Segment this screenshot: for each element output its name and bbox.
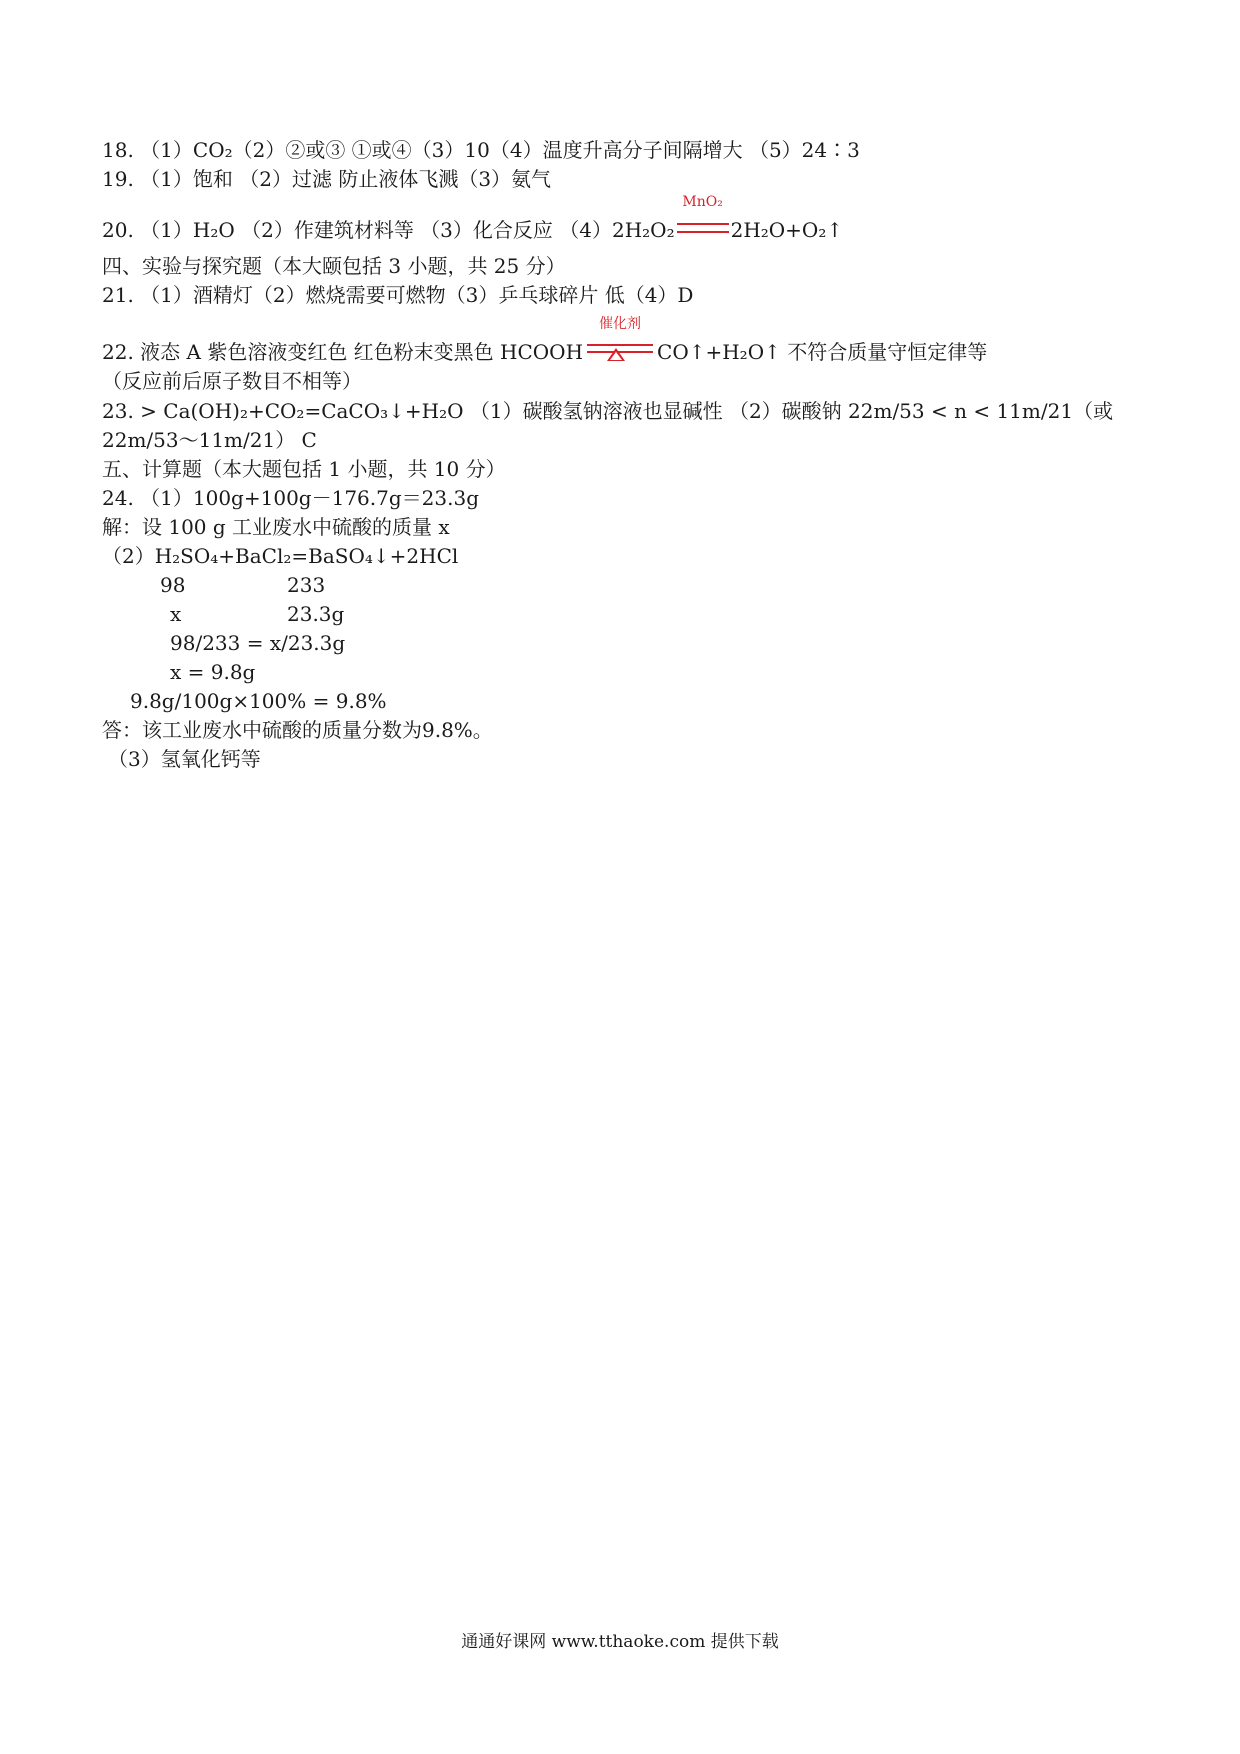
percentage-calc: 9.8g/100g×100% = 9.8% bbox=[130, 689, 387, 713]
answer-20-text: 20. （1）H₂O （2）作建筑材料等 （3）化合反应 （4）2H₂O₂ bbox=[102, 218, 675, 242]
answer-18: 18. （1）CO₂（2）②或③ ①或④（3）10（4）温度升高分子间隔增大 （5）24∶3 bbox=[102, 138, 860, 162]
mass-right: 23.3g bbox=[287, 602, 345, 626]
reaction-equation: （2）H₂SO₄+BaCl₂=BaSO₄↓+2HCl bbox=[102, 544, 459, 568]
answer-24-part1: 24. （1）100g+100g－176.7g＝23.3g bbox=[102, 486, 479, 510]
answer-23: 23. > Ca(OH)₂+CO₂=CaCO₃↓+H₂O （1）碳酸氢钠溶液也显碱性 （2）碳酸钠 22m/53 < n < 11m/21（或 bbox=[102, 399, 1114, 423]
answer-22-text: 22. 液态 A 紫色溶液变红色 红色粉末变黑色 HCOOH bbox=[102, 340, 584, 364]
answer-22-cont: （反应前后原子数目不相等） bbox=[102, 369, 362, 393]
answer-21: 21. （1）酒精灯（2）燃烧需要可燃物（3）乒乓球碎片 低（4）D bbox=[102, 283, 694, 307]
solution-setup: 解：设 100 g 工业废水中硫酸的质量 x bbox=[102, 515, 450, 539]
heat-triangle-icon bbox=[607, 348, 625, 361]
catalyst-label: 催化剂 bbox=[599, 316, 642, 332]
catalyst-label: MnO₂ bbox=[682, 194, 723, 210]
molar-mass-left: 98 bbox=[160, 573, 186, 597]
page-footer: 通通好课网 www.tthaoke.com 提供下载 bbox=[461, 1632, 779, 1652]
mass-left: x bbox=[170, 602, 182, 626]
molar-mass-right: 233 bbox=[287, 573, 326, 597]
equals-sign-icon bbox=[677, 223, 729, 233]
final-answer: 答：该工业废水中硫酸的质量分数为9.8%。 bbox=[102, 718, 493, 742]
section-4-heading: 四、实验与探究题（本大颐包括 3 小题，共 25 分） bbox=[102, 254, 566, 278]
ratio-equation: 98/233 = x/23.3g bbox=[170, 631, 346, 655]
reaction-arrow-20 bbox=[675, 194, 731, 244]
x-value: x = 9.8g bbox=[170, 660, 256, 684]
answer-24-part3: （3）氢氧化钙等 bbox=[108, 747, 261, 771]
answer-20-products: 2H₂O+O₂↑ bbox=[730, 218, 844, 242]
answer-19: 19. （1）饱和 （2）过滤 防止液体飞溅（3）氨气 bbox=[102, 167, 552, 191]
section-5-heading: 五、计算题（本大题包括 1 小题，共 10 分） bbox=[102, 457, 506, 481]
answer-20 bbox=[102, 194, 844, 244]
answer-23-cont: 22m/53～11m/21） C bbox=[102, 428, 317, 452]
answer-22-products: CO↑+H₂O↑ 不符合质量守恒定律等 bbox=[657, 340, 988, 364]
answer-22 bbox=[102, 316, 988, 366]
reaction-arrow-22 bbox=[583, 316, 657, 366]
